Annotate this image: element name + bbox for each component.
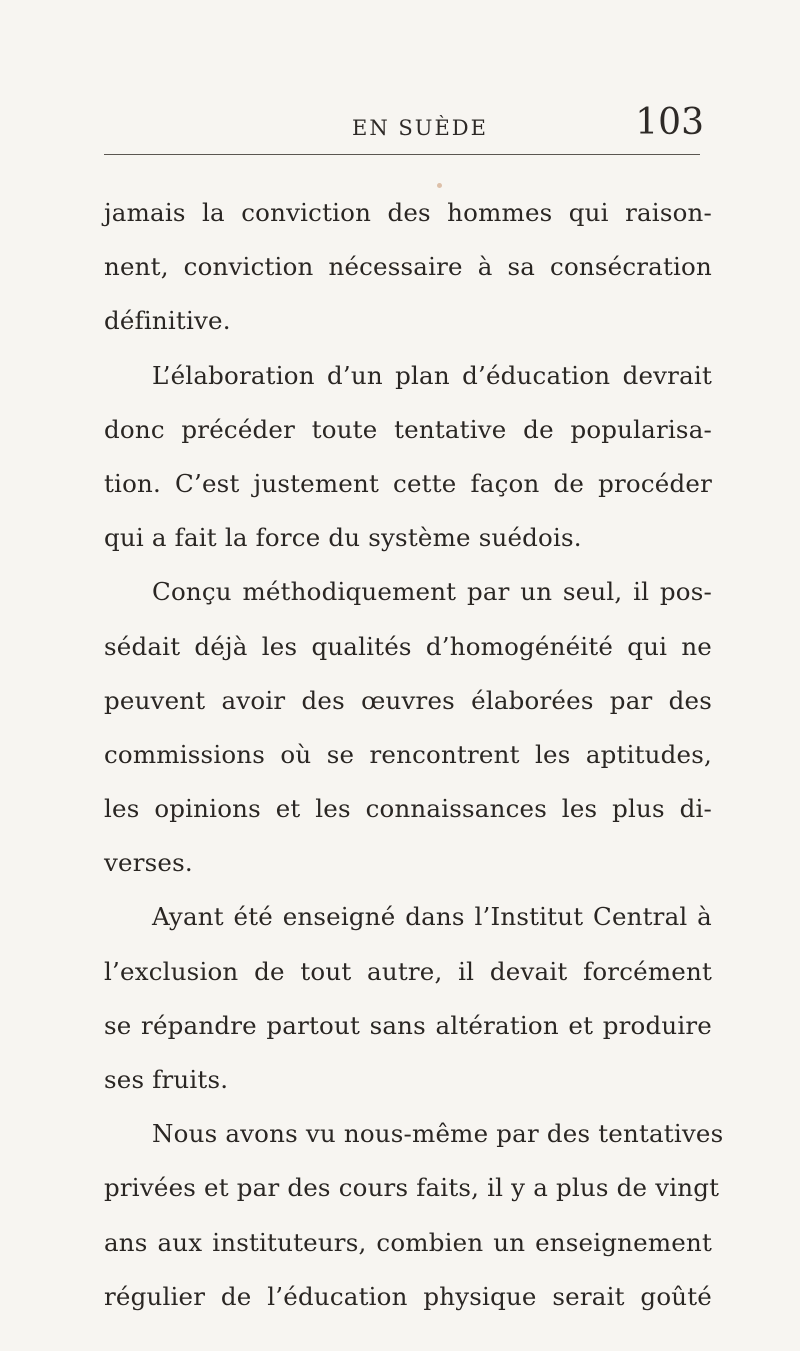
header-rule [104, 154, 700, 155]
page-number: 103 [635, 102, 704, 143]
text-line: définitive. [104, 306, 231, 336]
text-line: ses fruits. [104, 1065, 229, 1094]
text-line: donc précéder toute tentative de popularisa- [104, 414, 712, 444]
text-line: privées et par des cours faits, il y a plus de vingt [104, 1173, 720, 1203]
running-head [104, 104, 704, 154]
text-line: les opinions et les connaissances les plus di- [104, 794, 712, 824]
text-line: Nous avons vu nous-même par des tentatives [152, 1119, 724, 1149]
body-text [104, 186, 724, 1324]
text-line: tion. C’est justement cette façon de procéder [104, 468, 712, 498]
text-line: jamais la conviction des hommes qui raison- [104, 198, 712, 227]
text-line: l’exclusion de tout autre, il devait forcément [104, 956, 712, 986]
text-line: commissions où se rencontrent les aptitudes, [104, 739, 712, 769]
text-line: se répandre partout sans altération et produire [104, 1010, 712, 1040]
text-line: nent, conviction nécessaire à sa consécration [104, 252, 712, 282]
text-line: régulier de l’éducation physique serait goûté [104, 1281, 712, 1311]
running-title: EN SUÈDE [352, 116, 488, 140]
text-line: Conçu méthodiquement par un seul, il pos- [152, 577, 712, 607]
text-line: ans aux instituteurs, combien un enseignement [104, 1227, 712, 1257]
text-line: qui a fait la force du système suédois. [104, 523, 582, 553]
text-line: peuvent avoir des œuvres élaborées par des [104, 685, 712, 715]
text-line: L’élaboration d’un plan d’éducation devrait [152, 360, 712, 390]
text-line: Ayant été enseigné dans l’Institut Central à [152, 902, 712, 932]
text-line: verses. [104, 848, 193, 878]
text-line: sédait déjà les qualités d’homogénéité qui ne [104, 631, 712, 661]
